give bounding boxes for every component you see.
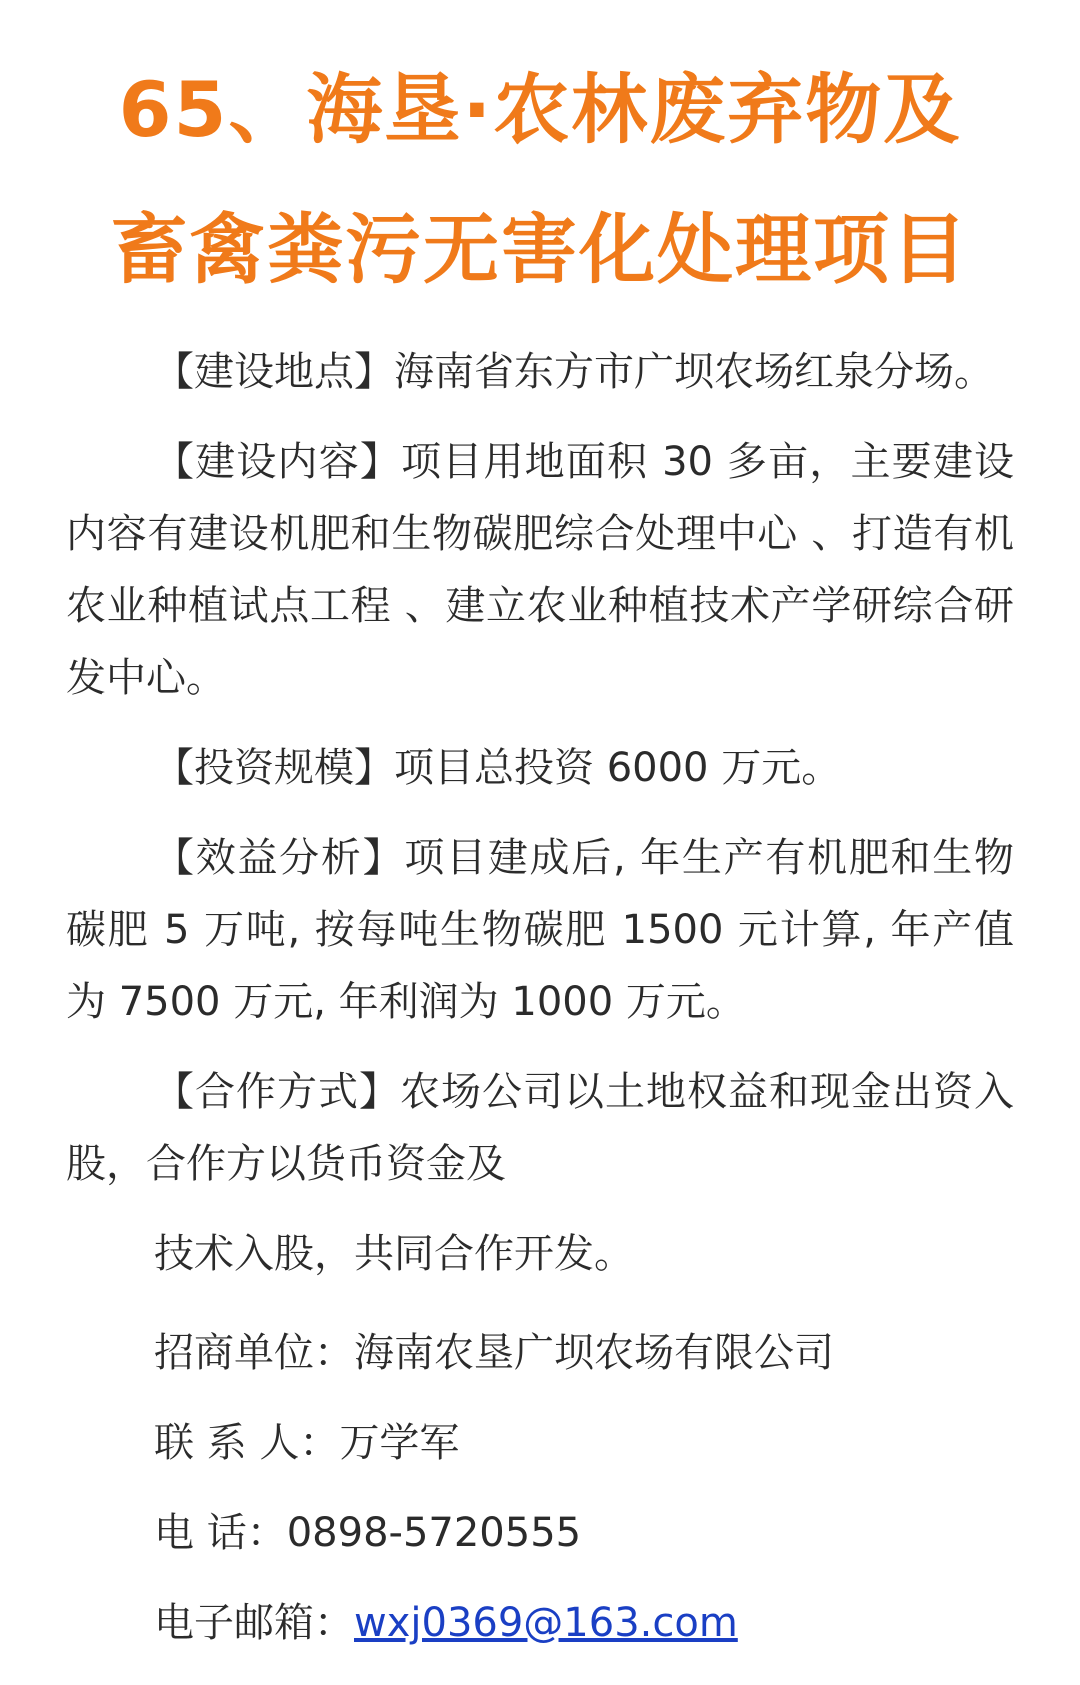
section-text: 农场公司以土地权益和现金出资入股，合作方以货币资金及 <box>66 1069 1014 1187</box>
contact-person <box>66 1398 1014 1488</box>
section-text: 海南省东方市广坝农场红泉分场。 <box>394 349 994 395</box>
title-line-2: 畜禽粪污无害化处理项目 <box>111 205 969 294</box>
section-text: 项目总投资 6000 万元。 <box>394 745 842 791</box>
contact-unit-label: 招商单位： <box>154 1330 354 1376</box>
page-title <box>0 0 1080 320</box>
email-link[interactable]: wxj0369@163.com <box>354 1600 738 1646</box>
contact-person-label: 联 系 人： <box>154 1420 340 1466</box>
cooperation-continuation: 技术入股，共同合作开发。 <box>154 1231 634 1277</box>
section-label: 【建设内容】 <box>154 439 402 485</box>
section-investment <box>66 732 1014 804</box>
contact-person-value: 万学军 <box>339 1420 460 1466</box>
section-label: 【建设地点】 <box>154 349 394 395</box>
section-label: 【效益分析】 <box>154 835 405 881</box>
section-benefit <box>66 822 1014 1038</box>
contact-email-label: 电子邮箱： <box>154 1600 354 1646</box>
title-line-1: 65、海垦·农林废弃物及 <box>118 65 962 154</box>
section-label: 【投资规模】 <box>154 745 394 791</box>
contact-phone-label: 电 话： <box>154 1510 287 1556</box>
contact-phone <box>66 1488 1014 1578</box>
contact-unit <box>66 1308 1014 1398</box>
section-content <box>66 426 1014 714</box>
article-body <box>0 320 1080 1668</box>
contact-phone-value: 0898-5720555 <box>286 1510 582 1556</box>
contact-unit-value: 海南农垦广坝农场有限公司 <box>354 1330 834 1376</box>
section-cooperation <box>66 1056 1014 1200</box>
contact-email <box>66 1578 1014 1668</box>
section-location <box>66 336 1014 408</box>
section-text: 项目建成后, 年生产有机肥和生物碳肥 5 万吨, 按每吨生物碳肥 1500 元计算, 年产值为 7500 万元, 年利润为 1000 万元。 <box>66 835 1014 1025</box>
section-label: 【合作方式】 <box>154 1069 400 1115</box>
section-text: 项目用地面积 30 多亩，主要建设内容有建设机肥和生物碳肥综合处理中心 、打造有机农业种植试点工程 、建立农业种植技术产学研综合研发中心。 <box>66 439 1015 701</box>
